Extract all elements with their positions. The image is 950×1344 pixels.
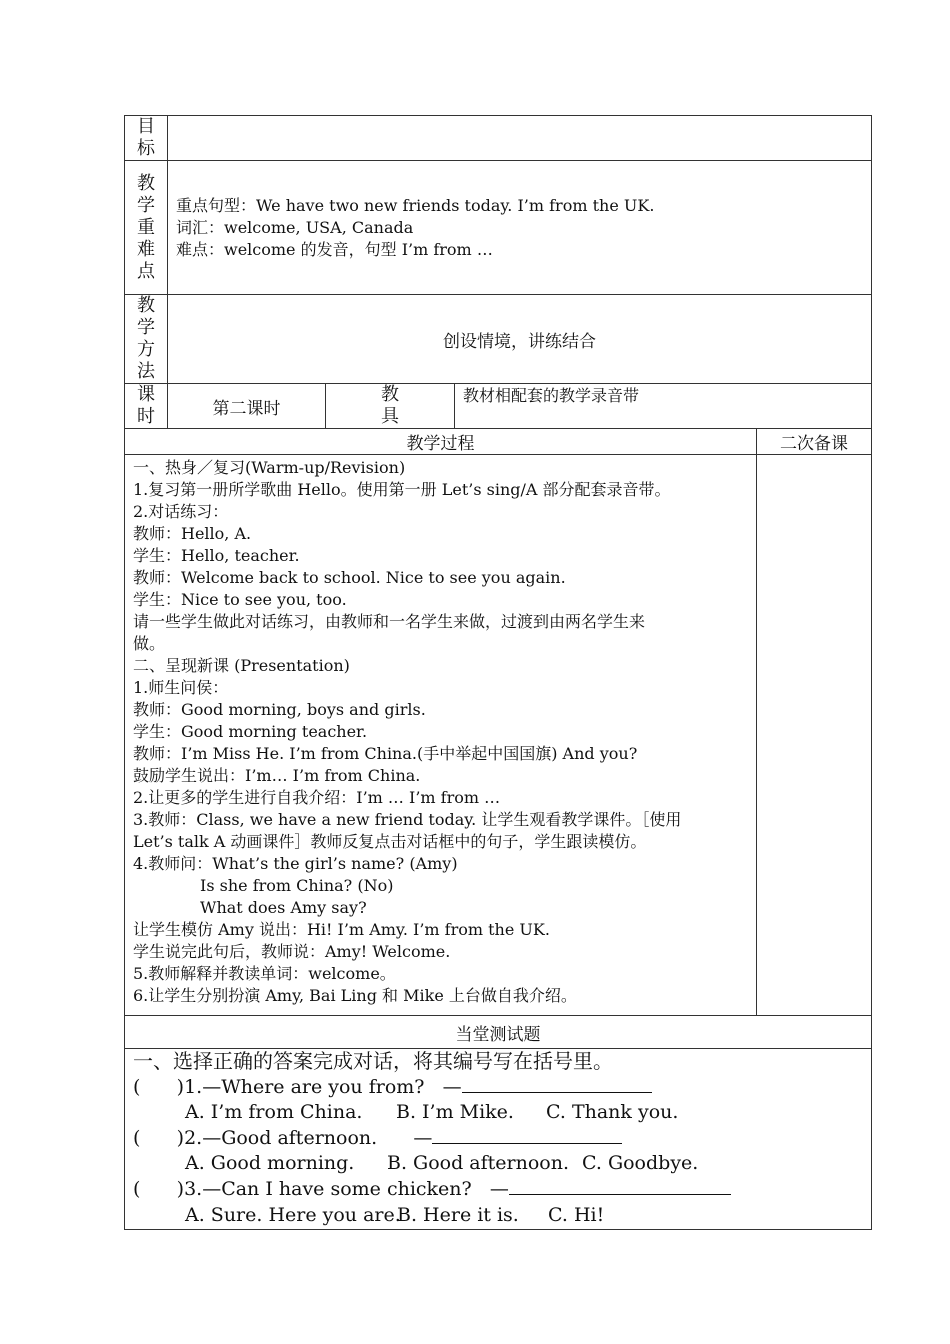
key-points-row bbox=[125, 161, 872, 295]
option-a: A. Sure. Here you are. bbox=[185, 1203, 401, 1226]
answer-bracket: ( ) bbox=[133, 1126, 185, 1149]
test-content bbox=[125, 1049, 872, 1230]
question-3-options bbox=[133, 1203, 871, 1229]
option-b: B. Good afternoon. bbox=[387, 1152, 570, 1175]
answer-bracket: ( ) bbox=[133, 1177, 185, 1200]
tools-label: 教 具 bbox=[326, 384, 455, 429]
option-c: C. Hi! bbox=[548, 1203, 605, 1226]
process-line: 鼓励学生说出：I’m… I’m from China. bbox=[133, 766, 421, 785]
question-1 bbox=[133, 1075, 871, 1101]
question-2-options bbox=[133, 1151, 871, 1177]
option-a: A. I’m from China. bbox=[185, 1101, 363, 1124]
process-line: 学生说完此句后，教师说：Amy! Welcome. bbox=[133, 942, 451, 961]
objectives-label: 目 标 bbox=[125, 116, 168, 161]
answer-blank bbox=[432, 1127, 622, 1144]
test-header-row bbox=[125, 1016, 872, 1049]
process-line: 学生：Good morning teacher. bbox=[133, 722, 368, 741]
process-line: 4.教师问：What’s the girl’s name? (Amy) bbox=[133, 854, 458, 873]
process-line: 1.复习第一册所学歌曲 Hello。使用第一册 Let’s sing/A 部分配套录音带。 bbox=[133, 480, 671, 499]
question-stem: 2.—Good afternoon. — bbox=[184, 1126, 433, 1149]
process-line: 让学生模仿 Amy 说出：Hi! I’m Amy. I’m from the UK. bbox=[133, 920, 550, 939]
process-line: 教师：Hello, A. bbox=[133, 524, 252, 543]
objectives-content bbox=[168, 116, 872, 161]
process-header-row bbox=[125, 429, 872, 455]
answer-blank bbox=[509, 1178, 731, 1195]
question-1-options bbox=[133, 1100, 871, 1126]
question-2 bbox=[133, 1126, 871, 1152]
process-line: 教师：I’m Miss He. I’m from China.(手中举起中国国旗) And you? bbox=[133, 744, 638, 763]
option-c: C. Thank you. bbox=[546, 1101, 679, 1124]
process-line: 5.教师解释并教读单词：welcome。 bbox=[133, 964, 396, 983]
process-line: What does Amy say? bbox=[200, 898, 367, 917]
answer-bracket: ( ) bbox=[133, 1075, 185, 1098]
question-stem: 3.—Can I have some chicken? — bbox=[184, 1177, 509, 1200]
process-header: 教学过程 bbox=[125, 429, 757, 455]
process-line: 做。 bbox=[133, 634, 166, 653]
option-b: B. Here it is. bbox=[397, 1203, 519, 1226]
question-3 bbox=[133, 1177, 871, 1203]
period-value: 第二课时 bbox=[168, 384, 326, 429]
period-label: 课 时 bbox=[125, 384, 168, 429]
process-line: 6.让学生分别扮演 Amy, Bai Ling 和 Mike 上台做自我介绍。 bbox=[133, 986, 577, 1005]
key-sentence-line: 重点句型：We have two new friends today. I’m from the UK. bbox=[176, 195, 655, 215]
process-line: 3.教师：Class, we have a new friend today. 让学生观看教学课件。［使用 bbox=[133, 810, 682, 829]
process-line: 教师：Good morning, boys and girls. bbox=[133, 700, 426, 719]
process-line: 2.让更多的学生进行自我介绍：I’m … I’m from … bbox=[133, 788, 501, 807]
key-points-label: 教 学 重 难 点 bbox=[125, 161, 168, 295]
process-line: 学生：Hello, teacher. bbox=[133, 546, 300, 565]
lesson-plan-table bbox=[124, 115, 872, 1230]
process-line: 2.对话练习： bbox=[133, 502, 229, 521]
process-line: 请一些学生做此对话练习，由教师和一名学生来做，过渡到由两名学生来 bbox=[133, 612, 646, 631]
question-stem: 1.—Where are you from? — bbox=[184, 1075, 462, 1098]
vocabulary-line: 词汇：welcome, USA, Canada bbox=[176, 217, 414, 237]
process-line: 教师：Welcome back to school. Nice to see you again. bbox=[133, 568, 566, 587]
method-row bbox=[125, 295, 872, 384]
notes-header: 二次备课 bbox=[757, 429, 872, 455]
process-line: Let’s talk A 动画课件］教师反复点击对话框中的句子，学生跟读模仿。 bbox=[133, 832, 647, 851]
method-text: 创设情境，讲练结合 bbox=[168, 295, 872, 384]
period-row bbox=[125, 384, 872, 429]
answer-blank bbox=[462, 1076, 652, 1093]
tools-value: 教材相配套的教学录音带 bbox=[455, 384, 872, 429]
process-row bbox=[125, 455, 872, 1016]
test-header: 当堂测试题 bbox=[125, 1016, 872, 1049]
option-b: B. I’m Mike. bbox=[396, 1101, 514, 1124]
method-label: 教 学 方 法 bbox=[125, 295, 168, 384]
process-line: 1.师生问侯： bbox=[133, 678, 229, 697]
test-row bbox=[125, 1049, 872, 1230]
option-a: A. Good morning. bbox=[185, 1152, 355, 1175]
difficulty-line: 难点：welcome 的发音，句型 I’m from … bbox=[176, 239, 493, 259]
process-line: 一、热身／复习(Warm-up/Revision) bbox=[133, 458, 406, 477]
option-c: C. Goodbye. bbox=[582, 1152, 699, 1175]
process-line: 学生：Nice to see you, too. bbox=[133, 590, 347, 609]
process-line: 二、呈现新课 (Presentation) bbox=[133, 656, 350, 675]
process-line: Is she from China? (No) bbox=[200, 876, 394, 895]
objectives-row bbox=[125, 116, 872, 161]
process-content bbox=[125, 455, 757, 1016]
notes-column bbox=[757, 455, 872, 1016]
test-instruction: 一、选择正确的答案完成对话，将其编号写在括号里。 bbox=[133, 1049, 613, 1073]
key-points-content bbox=[168, 161, 872, 295]
